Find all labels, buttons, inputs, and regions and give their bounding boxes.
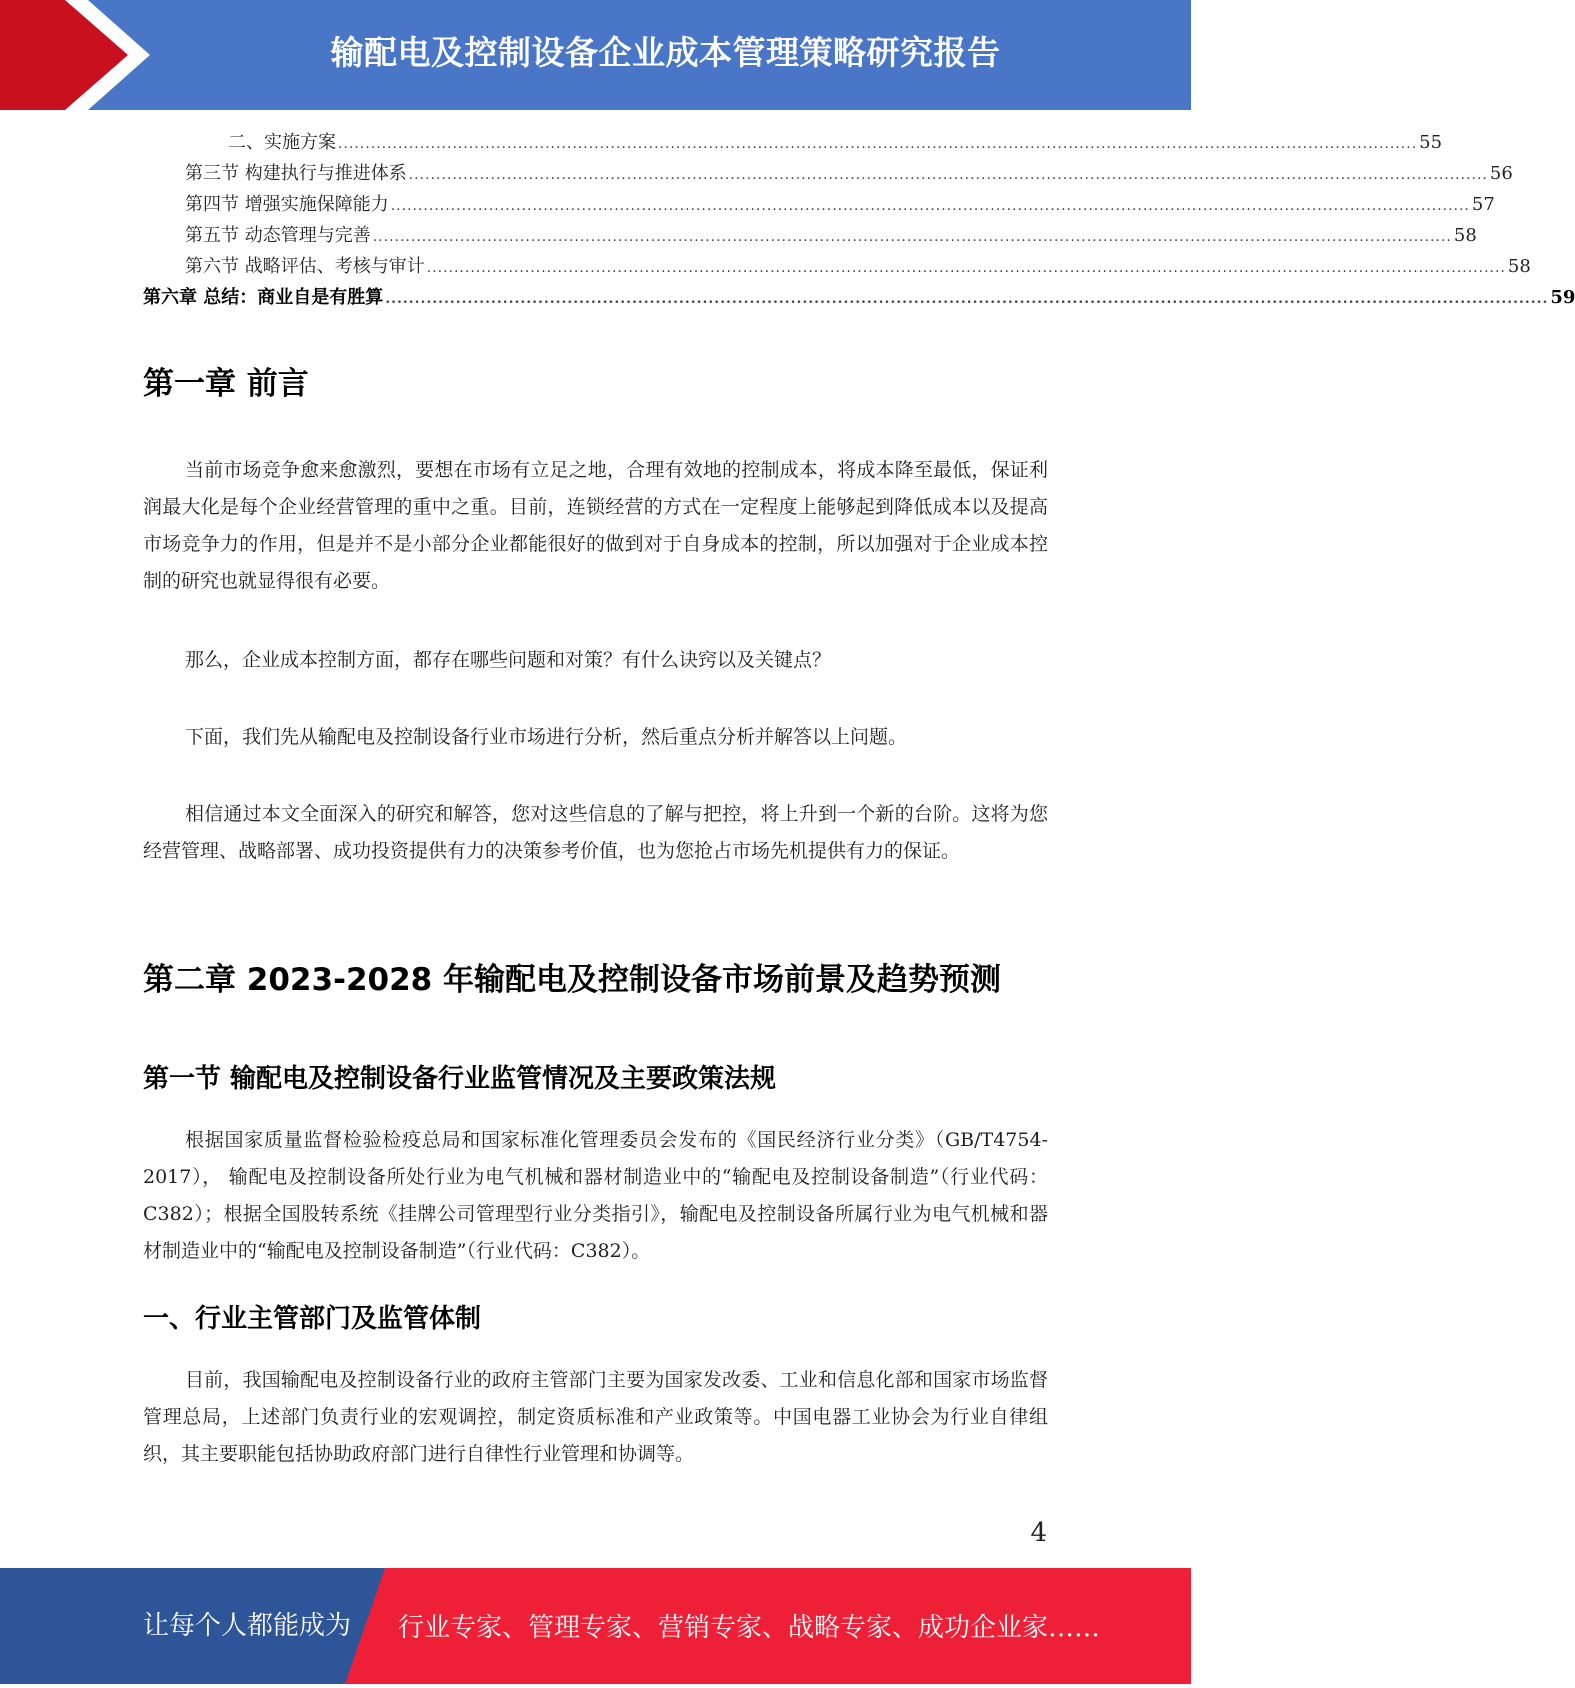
table-of-contents [143,128,1575,314]
toc-leader-dots: ...................................................................................................................................................................................................... [408,167,1488,183]
footer-slogan-right: 行业专家、管理专家、营销专家、战略专家、成功企业家…… [398,1613,1101,1643]
chapter-heading: 第二章 2023-2028 年输配电及控制设备市场前景及趋势预测 [143,962,1002,998]
toc-entry[interactable] [143,221,1477,252]
toc-entry-page: 59 [1550,287,1575,308]
body-paragraph: 下面，我们先从输配电及控制设备行业市场进行分析，然后重点分析并解答以上问题。 [185,726,908,748]
body-paragraph: 当前市场竞争愈来愈激烈，要想在市场有立足之地，合理有效地的控制成本，将成本降至最低，保证利润最大化是每个企业经营管理的重中之重。目前，连锁经营的方式在一定程度上能够起到降低成本以及提高市场竞争力的作用，但是并不是小部分企业都能很好的做到对于自身成本的控制，所以加强对于企业成本控制的研究也就显得很有必要。 [143,459,1048,592]
toc-entry-title: 第三节 构建执行与推进体系 [185,163,407,184]
toc-entry[interactable] [143,159,1513,190]
toc-entry-page: 58 [1453,225,1477,246]
toc-entry-title: 二、实施方案 [228,132,336,153]
toc-entry-title: 第五节 动态管理与完善 [185,225,371,246]
body-paragraph: 相信通过本文全面深入的研究和解答，您对这些信息的了解与把控，将上升到一个新的台阶。这将为您经营管理、战略部署、成功投资提供有力的决策参考价值，也为您抢占市场先机提供有力的保证。 [143,803,1048,862]
page-footer [0,1568,1191,1684]
toc-entry-title: 第四节 增强实施保障能力 [185,194,389,215]
subsection-heading: 一、行业主管部门及监管体制 [143,1304,482,1334]
section-heading: 第一节 输配电及控制设备行业监管情况及主要政策法规 [143,1064,777,1094]
toc-entry[interactable] [143,190,1495,221]
toc-entry-page: 56 [1489,163,1513,184]
toc-entry-page: 58 [1507,256,1531,277]
toc-entry-page: 55 [1419,132,1443,153]
toc-entry-page: 57 [1471,194,1495,215]
page-number: 4 [1030,1518,1047,1548]
document-title: 输配电及控制设备企业成本管理策略研究报告 [330,33,1001,72]
toc-leader-dots: ...................................................................................................................................................................................................... [338,136,1418,152]
toc-leader-dots: ...................................................................................................................................................................................................... [385,291,1549,307]
chapter-heading: 第一章 前言 [143,366,309,402]
toc-leader-dots: ...................................................................................................................................................................................................... [372,229,1452,245]
body-paragraph: 那么，企业成本控制方面，都存在哪些问题和对策？有什么诀窍以及关键点？ [185,649,832,671]
toc-entry[interactable] [143,283,1575,314]
toc-entry-title: 第六章 总结：商业自是有胜算 [143,287,384,308]
toc-entry[interactable] [143,128,1443,159]
body-paragraph: 目前，我国输配电及控制设备行业的政府主管部门主要为国家发改委、工业和信息化部和国家市场监督管理总局，上述部门负责行业的宏观调控，制定资质标准和产业政策等。中国电器工业协会为行业自律组织，其主要职能包括协助政府部门进行自律性行业管理和协调等。 [143,1369,1048,1465]
toc-leader-dots: ...................................................................................................................................................................................................... [426,260,1506,276]
toc-leader-dots: ...................................................................................................................................................................................................... [390,198,1470,214]
page-header [0,0,1191,110]
body-paragraph: 根据国家质量监督检验检疫总局和国家标准化管理委员会发布的《国民经济行业分类》（GB/T4754-2017）， 输配电及控制设备所处行业为电气机械和器材制造业中的“输配电及控制设备制造”（行业代码：C382）；根据全国股转系统《挂牌公司管理型行业分类指引》，输配电及控制设备所属行业为电气机械和器材制造业中的“输配电及控制设备制造”（行业代码：C382）。 [143,1129,1048,1262]
footer-slogan-left: 让每个人都能成为 [143,1611,352,1641]
toc-entry[interactable] [143,252,1531,283]
toc-entry-title: 第六节 战略评估、考核与审计 [185,256,425,277]
